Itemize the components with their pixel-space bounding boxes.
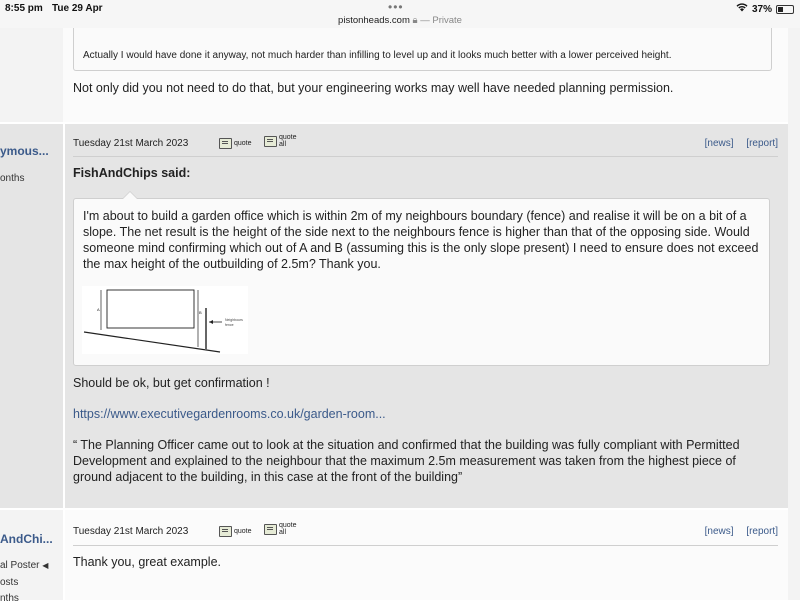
more-dots-icon[interactable]: ••• bbox=[388, 0, 404, 14]
quote-label: quote bbox=[234, 140, 252, 147]
lock-icon: 🔒︎ bbox=[412, 15, 418, 26]
quote-arrow-inner bbox=[123, 192, 137, 199]
post1-quote-paragraph: “ The Planning Officer came out to look at the situation and confirmed that the building was fully compliant with Permitted Development and explained to the neighbour that the maximum 2.5m measurement was taken from the highest piece of ground adjacent to the building, in this case at the front of the building” bbox=[73, 438, 740, 484]
post2-user-meta-1 bbox=[0, 560, 48, 571]
quote-all-line1: quote bbox=[279, 522, 297, 529]
quoted-text: I'm about to build a garden office which is within 2m of my neighbours boundary (fence) and realise it will be on a bit of a slope. The net result is the height of the side next to the neighbours fence is higher than that of the opposing side. Would someone mind confirming which out of A and B (assuming this is the only slope present) I need to ensure does not exceed the max height of the outbuilding of 2.5m? Thank you. bbox=[83, 209, 759, 271]
post2-meta-links bbox=[695, 526, 778, 537]
post2-username[interactable]: AndChi... bbox=[0, 532, 53, 546]
quote-all-line2: all bbox=[279, 529, 287, 536]
post2-quote-button[interactable] bbox=[219, 526, 252, 537]
slope-diagram-image[interactable] bbox=[82, 286, 248, 354]
quote-box-top bbox=[73, 28, 772, 71]
post2-divider bbox=[73, 545, 778, 546]
post1-external-link[interactable]: https://www.executivegardenrooms.co.uk/garden-room... bbox=[73, 407, 386, 421]
diagram-fence-label-1: Neighbours bbox=[225, 318, 243, 322]
quote-all-icon bbox=[264, 136, 277, 147]
quote-all-line2: all bbox=[279, 141, 287, 148]
caret-left-icon[interactable]: ◀ bbox=[42, 561, 49, 570]
wifi-icon bbox=[736, 3, 748, 15]
right-gutter bbox=[788, 28, 800, 600]
quote-box bbox=[73, 198, 770, 366]
column-divider bbox=[63, 124, 65, 600]
post1-divider bbox=[73, 156, 778, 157]
status-time: 8:55 pm bbox=[5, 3, 43, 14]
post2-user-rank: al Poster bbox=[0, 560, 40, 571]
quoted-author: FishAndChips said: bbox=[73, 166, 191, 180]
post2-date: Tuesday 21st March 2023 bbox=[73, 526, 189, 537]
quote-tail-text: Actually I would have done it anyway, not much harder than infilling to level up and it looks much better with a lower perceived height. bbox=[83, 50, 672, 61]
url-text: pistonheads.com bbox=[338, 15, 410, 26]
post1-quote-button[interactable] bbox=[219, 138, 252, 149]
post2-news-link[interactable]: [news] bbox=[704, 526, 734, 537]
post1-meta-links bbox=[695, 138, 778, 149]
quote-icon bbox=[219, 526, 232, 537]
status-right bbox=[736, 3, 794, 15]
post1-quote-all-button[interactable] bbox=[264, 134, 297, 148]
post1-reply-line: Should be ok, but get confirmation ! bbox=[73, 376, 270, 390]
status-bar bbox=[0, 0, 800, 28]
post2-user-meta-3: nths bbox=[0, 593, 19, 604]
quote-label: quote bbox=[234, 528, 252, 535]
post2-text: Thank you, great example. bbox=[73, 555, 221, 569]
post2-user-meta-2: osts bbox=[0, 577, 19, 588]
post2-meta-row bbox=[73, 522, 778, 540]
post1-report-link[interactable]: [report] bbox=[746, 138, 778, 149]
post1-news-link[interactable]: [news] bbox=[704, 138, 734, 149]
post2-report-link[interactable]: [report] bbox=[746, 526, 778, 537]
user-column-top bbox=[0, 28, 63, 122]
post1-meta-row bbox=[73, 134, 778, 152]
quote-icon bbox=[219, 138, 232, 149]
private-label: — Private bbox=[420, 15, 462, 26]
post1-user-meta: onths bbox=[0, 173, 25, 184]
post1-username[interactable]: ymous... bbox=[0, 144, 49, 158]
battery-percent: 37% bbox=[751, 3, 772, 15]
post2-quote-all-button[interactable] bbox=[264, 522, 297, 536]
post1-date: Tuesday 21st March 2023 bbox=[73, 138, 189, 149]
diagram-label-a: A bbox=[97, 307, 100, 312]
battery-icon bbox=[776, 5, 794, 14]
diagram-fence-label-2: fence bbox=[225, 323, 234, 327]
quote-all-line1: quote bbox=[279, 134, 297, 141]
quote-all-icon bbox=[264, 524, 277, 535]
slope-diagram bbox=[82, 286, 248, 354]
diagram-label-b: B bbox=[199, 310, 202, 315]
address-bar[interactable] bbox=[0, 15, 800, 26]
reply-text: Not only did you not need to do that, but your engineering works may well have needed planning permission. bbox=[73, 81, 674, 95]
status-date: Tue 29 Apr bbox=[52, 3, 103, 14]
